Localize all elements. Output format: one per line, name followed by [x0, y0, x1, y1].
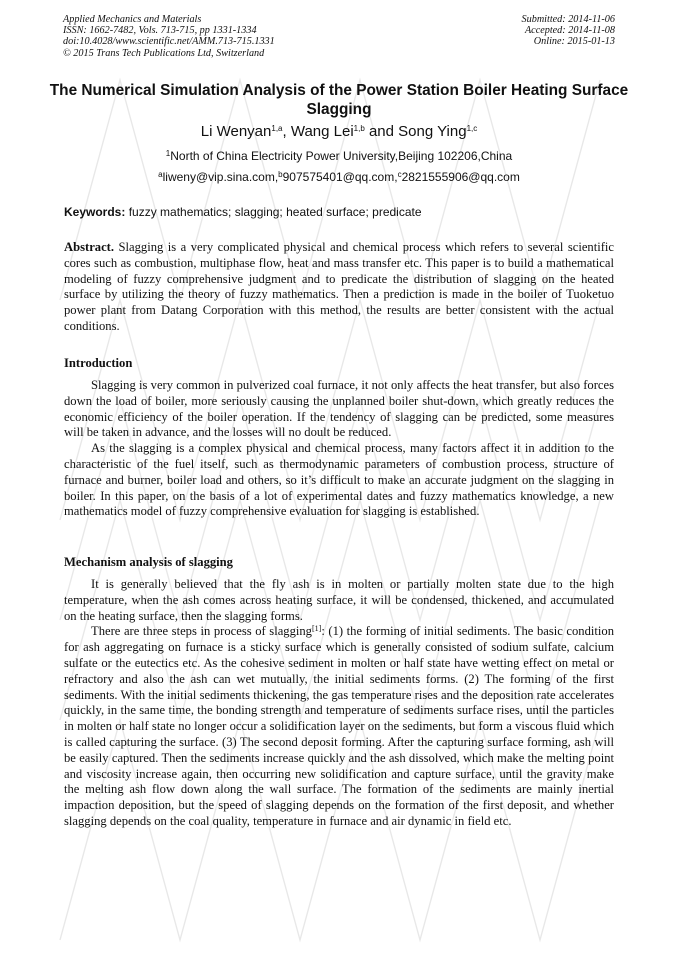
author-affiliation-mark: 1,a — [271, 124, 283, 133]
keywords-text: fuzzy mathematics; slagging; heated surface; predicate — [125, 205, 422, 219]
mechanism-body — [64, 577, 614, 830]
author-name: Li Wenyan — [200, 123, 272, 140]
submitted-date: Submitted: 2014-11-06 — [521, 14, 615, 25]
author-name: Song Ying — [398, 123, 467, 140]
paragraph-text: : (1) the forming of initial sediments. The basic condition for ash aggregating on furnace is a sticky surface which is generally consisted of sodium sulfate, calcium sulfate or the eutectics etc. As the cohesive sediment in molten or half state have wetting effect on metal or refractory and also the ash can wet mutually, the initial sediments forms. (2) The forming of the first sediments. With the initial sediments thickening, the gas temperature rises and the deposition rate accelerates quickly, in the same time, the bonding strength and temperature of sediments surface rises, until the particles in molten or half state no longer occur a solidification layer on the sediments, but form a viscous fluid which is called capturing the surface. (3) The second deposit forming. After the capturing surface forming, ash will be easily captured. Then the sediments increase quickly and the ash dissolved, which make the melting point and viscosity increase again, then occurring new solidification and capture surface, until the gravity make the melting ash flow down along the wall surface. The formation of the sediments are mainly inertial impaction deposition, but the speed of slagging depends on the formation of the first deposit, and whether slagging depends on the coal quality, temperature in furnace and air dynamic in field etc. — [64, 624, 614, 828]
author-separator: and — [364, 123, 399, 140]
author-affiliation-mark: 1,c — [466, 124, 478, 133]
affiliation-text: North of China Electricity Power University,Beijing 102206,China — [170, 149, 513, 163]
affiliation-mark: 1 — [165, 149, 171, 158]
keywords — [64, 205, 624, 220]
copyright-line: © 2015 Trans Tech Publications Ltd, Switzerland — [63, 47, 265, 59]
abstract-text: Slagging is a very complicated physical and chemical process which refers to several scientific cores such as combustion, multiphase flow, heat and mass transfer etc. This paper is to build a mathematical modeling of fuzzy comprehensive judgment and to predicate the distribution of slagging on the heated surface by utilizing the theory of fuzzy mathematics. Then a prediction is made in the boiler of Tuoketuo power plant from Datang Corporation with this method, the results are better consistent with the actual conditions. — [64, 240, 614, 333]
paragraph — [64, 624, 614, 829]
doi-line[interactable]: doi:10.4028/www.scientific.net/AMM.713-715.1331 — [63, 36, 275, 48]
accepted-date: Accepted: 2014-11-08 — [524, 25, 615, 37]
email-mark: a — [158, 170, 163, 179]
email-link[interactable]: 2821555906@qq.com — [401, 170, 520, 184]
author-affiliation-mark: 1,b — [353, 124, 365, 133]
paragraph: It is generally believed that the fly ash is in molten or partially molten state due to the high temperature, when the ash comes across heating surface, it will be condensed, thickened, and accumulated on the heating surface, then the slagging forms. — [64, 577, 614, 623]
keywords-label: Keywords: — [64, 205, 126, 219]
publication-dates — [522, 14, 615, 48]
online-date: Online: 2015-01-13 — [533, 36, 615, 48]
email-mark: b — [278, 170, 283, 179]
paragraph: As the slagging is a complex physical and chemical process, many factors affect it in addition to the characteristic of the fuel itself, such as thermodynamic parameters of combustion process, structure of furnace and burner, boiler load and others, so it’s difficult to make an accurate judgment on the slagging in boiler. In this paper, on the basis of a lot of experimental dates and fuzzy mathematics knowledge, a new mathematics model of fuzzy comprehensive evaluation for slagging is established. — [64, 441, 614, 519]
paper-title: The Numerical Simulation Analysis of the Power Station Boiler Heating Surface Slagging — [49, 82, 629, 118]
author-separator: , — [282, 123, 291, 140]
abstract — [64, 240, 614, 335]
author-name: Wang Lei — [290, 123, 354, 140]
citation-ref[interactable]: [1] — [311, 624, 322, 634]
author-list — [40, 123, 638, 141]
affiliation — [40, 149, 638, 164]
email-link[interactable]: 907575401@qq.com, — [282, 170, 398, 184]
paragraph-text: There are three steps in process of slagging — [91, 624, 312, 639]
journal-info — [63, 14, 275, 59]
section-heading: Mechanism analysis of slagging — [64, 555, 233, 569]
introduction-body — [64, 378, 614, 520]
section-heading: Introduction — [64, 356, 133, 370]
paragraph: Slagging is very common in pulverized coal furnace, it not only affects the heat transfer, but also forces down the load of boiler, more seriously causing the unplanned boiler shut-down, which greatly reduces the economic efficiency of the boiler operation. If the tendency of slagging can be predicted, some measures will be taken in advance, and the losses will no doult be reduced. — [64, 378, 614, 440]
issn-line: ISSN: 1662-7482, Vols. 713-715, pp 1331-1334 — [63, 25, 257, 37]
abstract-label: Abstract. — [64, 240, 115, 254]
email-link[interactable]: liweny@vip.sina.com, — [162, 170, 279, 184]
email-mark: c — [397, 170, 402, 179]
journal-name: Applied Mechanics and Materials — [63, 14, 202, 25]
email-list — [40, 170, 638, 185]
